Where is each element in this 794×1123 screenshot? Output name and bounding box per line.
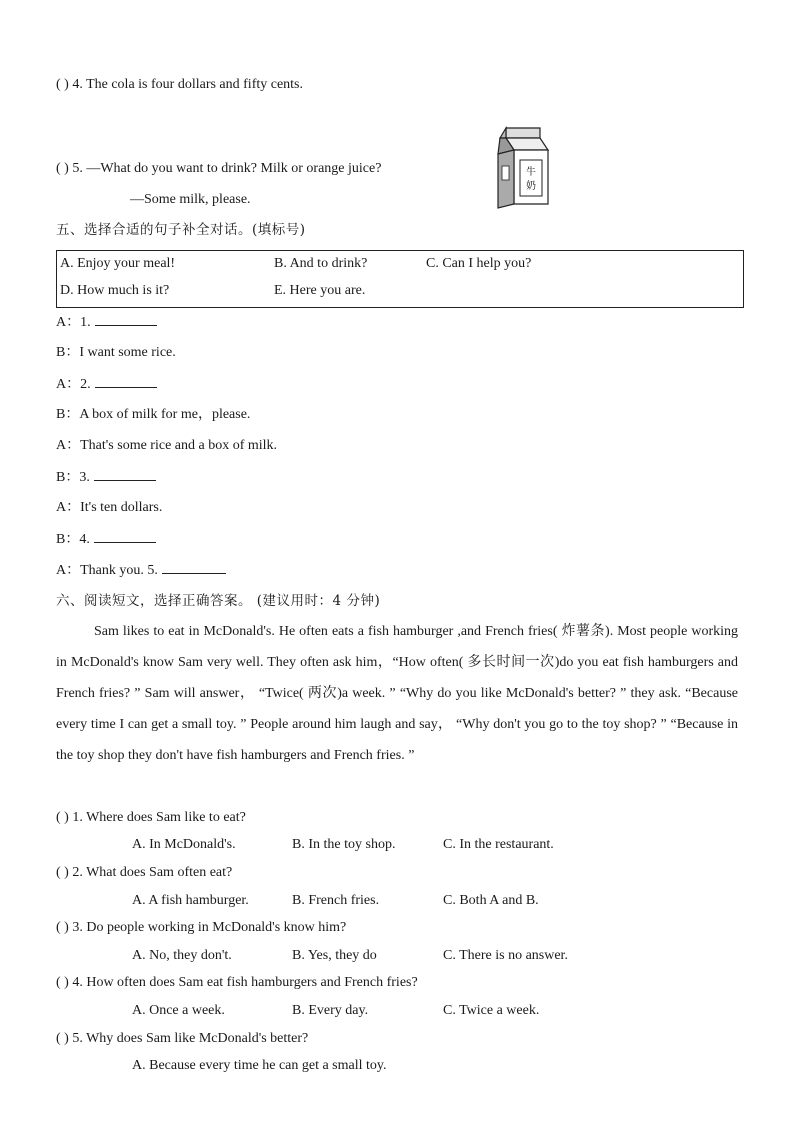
line-text: It's ten dollars. bbox=[80, 500, 163, 515]
question-row bbox=[56, 864, 232, 882]
choice-c[interactable]: C. There is no answer. bbox=[443, 948, 568, 963]
choice-a[interactable]: A. Once a week. bbox=[132, 1003, 225, 1018]
passage-text: Sam likes to eat in McDonald's. He often eats a fish hamburger ,and French fries( 炸薯条). Most people working in McDonald's know Sam very well. They often ask him，“How often( 多长时间一次)do you eat fish hamburgers and French fries? ” Sam will answer， “Twice( 两次)a week. ” “Why do you like McDonald's better? ” they ask. “Because every time I can get a small toy. ” People around him laugh and say， “Why don't you go to the toy shop? ” “Because in the toy shop they don't have fish hamburgers and French fries. ” bbox=[56, 624, 738, 763]
question-number: 5. bbox=[72, 161, 83, 176]
option-a: A. Enjoy your meal! bbox=[60, 256, 176, 271]
choice-b[interactable]: B. French fries. bbox=[292, 893, 380, 908]
dialogue-line bbox=[56, 499, 162, 517]
choice-c[interactable]: C. In the restaurant. bbox=[443, 837, 554, 852]
dialogue-line bbox=[56, 375, 157, 394]
choice-a[interactable]: A. In McDonald's. bbox=[132, 837, 236, 852]
question-number: 4. bbox=[72, 77, 83, 92]
speaker: A： bbox=[56, 377, 81, 392]
question-text: 2. What does Sam often eat? bbox=[72, 865, 233, 880]
line-text: 2. bbox=[80, 377, 91, 392]
speaker: A： bbox=[56, 500, 81, 515]
answer-paren[interactable]: ( ) bbox=[56, 1031, 69, 1046]
answer-blank[interactable] bbox=[94, 468, 156, 481]
answer-blank[interactable] bbox=[95, 313, 157, 326]
dialogue-line bbox=[56, 561, 226, 580]
question-row bbox=[56, 974, 418, 992]
dialogue-line bbox=[56, 406, 250, 424]
speaker: B： bbox=[56, 407, 80, 422]
question-row bbox=[56, 1030, 308, 1048]
choice-c[interactable]: C. Twice a week. bbox=[443, 1003, 540, 1018]
line-text: A box of milk for me，please. bbox=[79, 407, 251, 422]
speaker: A： bbox=[56, 563, 81, 578]
answer-paren[interactable]: ( ) bbox=[56, 77, 69, 92]
question-text: 5. Why does Sam like McDonald's better? bbox=[72, 1031, 309, 1046]
choice-c[interactable]: C. Both A and B. bbox=[443, 893, 539, 908]
choice-a[interactable]: A. A fish hamburger. bbox=[132, 893, 249, 908]
speaker: B： bbox=[56, 470, 80, 485]
question-text: 1. Where does Sam like to eat? bbox=[72, 810, 246, 825]
question-text: —What do you want to drink? Milk or orange juice? bbox=[86, 161, 382, 176]
answer-blank[interactable] bbox=[94, 530, 156, 543]
question-reply: —Some milk, please. bbox=[130, 192, 251, 207]
question-row bbox=[56, 76, 303, 94]
dialogue-line bbox=[56, 313, 157, 332]
question-text: The cola is four dollars and fifty cents. bbox=[86, 77, 304, 92]
line-text: 4. bbox=[79, 532, 90, 547]
dialogue-line bbox=[56, 468, 156, 487]
answer-blank[interactable] bbox=[95, 375, 157, 388]
option-d: D. How much is it? bbox=[60, 283, 170, 298]
dialogue-line bbox=[56, 437, 277, 455]
line-text: That's some rice and a box of milk. bbox=[80, 438, 278, 453]
line-text: Thank you. 5. bbox=[80, 563, 158, 578]
answer-paren[interactable]: ( ) bbox=[56, 810, 69, 825]
question-row bbox=[56, 919, 346, 937]
speaker: A： bbox=[56, 438, 81, 453]
answer-paren[interactable]: ( ) bbox=[56, 975, 69, 990]
choice-b[interactable]: B. Every day. bbox=[292, 1003, 369, 1018]
carton-label-top: 牛 bbox=[526, 167, 536, 178]
choice-a[interactable]: A. No, they don't. bbox=[132, 948, 232, 963]
line-text: 3. bbox=[79, 470, 90, 485]
reading-passage bbox=[56, 616, 738, 771]
options-box bbox=[56, 250, 744, 308]
dialogue-line bbox=[56, 530, 156, 549]
answer-paren[interactable]: ( ) bbox=[56, 161, 69, 176]
question-row bbox=[56, 809, 246, 827]
section-heading: 六、阅读短文，选择正确答案。 (建议用时：4 分钟) bbox=[56, 593, 381, 609]
speaker: A： bbox=[56, 315, 81, 330]
line-text: 1. bbox=[80, 315, 91, 330]
carton-label-bottom: 奶 bbox=[526, 181, 536, 192]
question-row bbox=[56, 160, 381, 178]
speaker: B： bbox=[56, 532, 80, 547]
milk-carton-icon bbox=[490, 124, 552, 210]
answer-paren[interactable]: ( ) bbox=[56, 865, 69, 880]
choice-b[interactable]: B. Yes, they do bbox=[292, 948, 377, 963]
option-e: E. Here you are. bbox=[274, 283, 366, 298]
line-text: I want some rice. bbox=[79, 345, 176, 360]
option-b: B. And to drink? bbox=[274, 256, 368, 271]
question-text: 4. How often does Sam eat fish hamburgers and French fries? bbox=[72, 975, 418, 990]
choice-b[interactable]: B. In the toy shop. bbox=[292, 837, 396, 852]
choice-a[interactable]: A. Because every time he can get a small toy. bbox=[132, 1058, 387, 1073]
question-text: 3. Do people working in McDonald's know him? bbox=[72, 920, 347, 935]
dialogue-line bbox=[56, 344, 176, 362]
answer-blank[interactable] bbox=[162, 561, 226, 574]
answer-paren[interactable]: ( ) bbox=[56, 920, 69, 935]
option-c: C. Can I help you? bbox=[426, 256, 532, 271]
section-heading: 五、选择合适的句子补全对话。(填标号) bbox=[56, 222, 306, 238]
speaker: B： bbox=[56, 345, 80, 360]
